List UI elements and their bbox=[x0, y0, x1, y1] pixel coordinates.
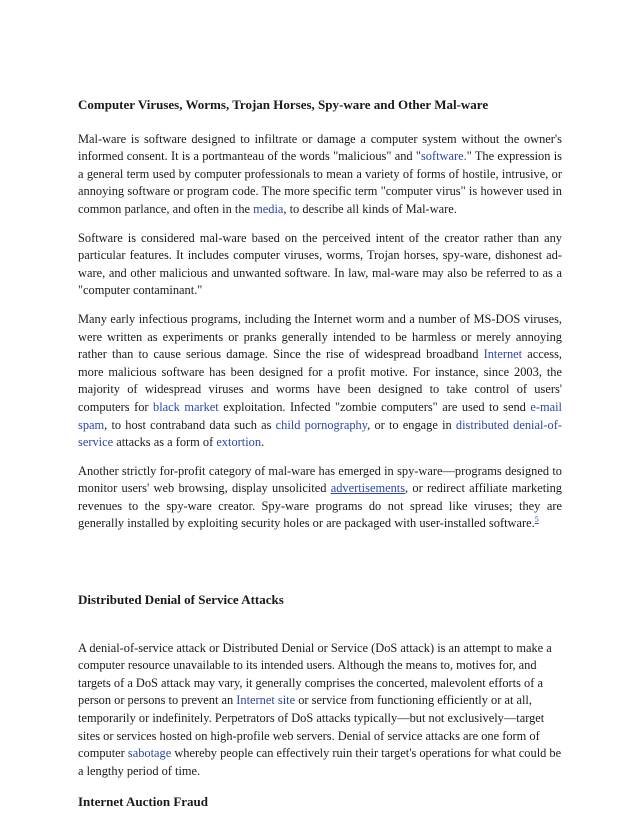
text-run: access, more malicious software has been designed for a profit motive. For instance, since 2003, the majority of widespread viruses and worms have been designed to take control of users' computers for bbox=[78, 347, 563, 414]
text-run: attacks as a form of bbox=[113, 435, 217, 450]
malware-paragraph-2: Software is considered mal-ware based on the perceived intent of the creator rather than any particular features. It includes computer viruses, worms, Trojan horses, spy-ware, dishonest ad-ware, and other malicious and unwanted software. In law, mal-ware may also be referred to as a "computer contaminant." bbox=[78, 230, 562, 298]
text-run: " The expression is a general term used by computer professionals to mean a variety of forms of hostile, intrusive, or annoying software or program code. The more specific term "computer virus" is however used in common parlance, and often in the bbox=[78, 149, 562, 216]
text-run: , to host contraband data such as bbox=[104, 417, 276, 432]
link-sabotage[interactable]: sabotage bbox=[127, 746, 172, 761]
link-internet-site[interactable]: Internet site bbox=[236, 693, 296, 708]
malware-paragraph-3 bbox=[78, 311, 562, 452]
link-extortion[interactable]: extortion bbox=[216, 435, 262, 450]
link-child-pornography[interactable]: child pornography bbox=[275, 417, 368, 432]
link-email-spam[interactable]: e-mail spam bbox=[78, 399, 562, 432]
text-run: Many early infectious programs, including the Internet worm and a number of MS-DOS viruses, were written as experiments or pranks generally intended to be harmless or merely annoying rather than to cause serious damage. Since the rise of widespread broadband bbox=[78, 311, 562, 362]
text-run: whereby people can effectively ruin their target's operations for what could be a lengthy period of time. bbox=[78, 746, 562, 778]
malware-paragraph-1 bbox=[78, 131, 562, 219]
text-run: A denial-of-service attack or Distributed Denial or Service (DoS attack) is an attempt to make a computer resource unavailable to its intended users. Although the means to, motives for, and targets of a DoS attack may vary, it generally comprises the concerted, malevolent efforts of a person or persons to prevent an bbox=[78, 640, 552, 708]
text-run: , or redirect affiliate marketing revenues to the spy-ware creator. Spy-ware programs do not spread like viruses; they are generally installed by exploiting security holes or are packaged with user-installed software. bbox=[78, 481, 562, 531]
text-run: , to describe all kinds of Mal-ware. bbox=[283, 201, 457, 216]
text-run: exploitation. Infected "zombie computers" are used to send bbox=[218, 399, 531, 414]
dos-paragraph bbox=[78, 640, 562, 781]
text-run: . bbox=[261, 435, 265, 450]
link-media[interactable]: media bbox=[253, 201, 284, 216]
text-run: Another strictly for-profit category of mal-ware has emerged in spy-ware—programs designed to monitor users' web browsing, display unsolicited bbox=[78, 463, 562, 496]
document-body bbox=[78, 96, 562, 811]
link-black-market[interactable]: black market bbox=[153, 399, 219, 414]
link-internet[interactable]: Internet bbox=[483, 347, 523, 362]
text-run: Mal-ware is software designed to infiltrate or damage a computer system without the owner's informed consent. It is a portmanteau of the words "malicious" and " bbox=[78, 131, 562, 164]
section-heading-dos: Distributed Denial of Service Attacks bbox=[78, 592, 284, 608]
section-heading-auction-fraud: Internet Auction Fraud bbox=[78, 794, 208, 810]
text-run: , or to engage in bbox=[367, 417, 456, 432]
footnote-link[interactable]: 5 bbox=[534, 515, 539, 525]
link-advertisements[interactable]: advertisements bbox=[330, 481, 406, 496]
malware-paragraph-4 bbox=[78, 463, 562, 533]
text-run: or service from functioning efficiently or at all, temporarily or indefinitely. Perpetrators of DoS attacks typically—but not exclusively—target sites or services hosted on high-profile web servers. Denial of service attacks are one form of computer bbox=[78, 693, 545, 761]
section-heading-malware: Computer Viruses, Worms, Trojan Horses, Spy-ware and Other Mal-ware bbox=[78, 97, 489, 112]
link-software[interactable]: software. bbox=[420, 149, 467, 164]
link-distributed-denial-of-service[interactable]: distributed denial-of-service bbox=[78, 417, 562, 450]
